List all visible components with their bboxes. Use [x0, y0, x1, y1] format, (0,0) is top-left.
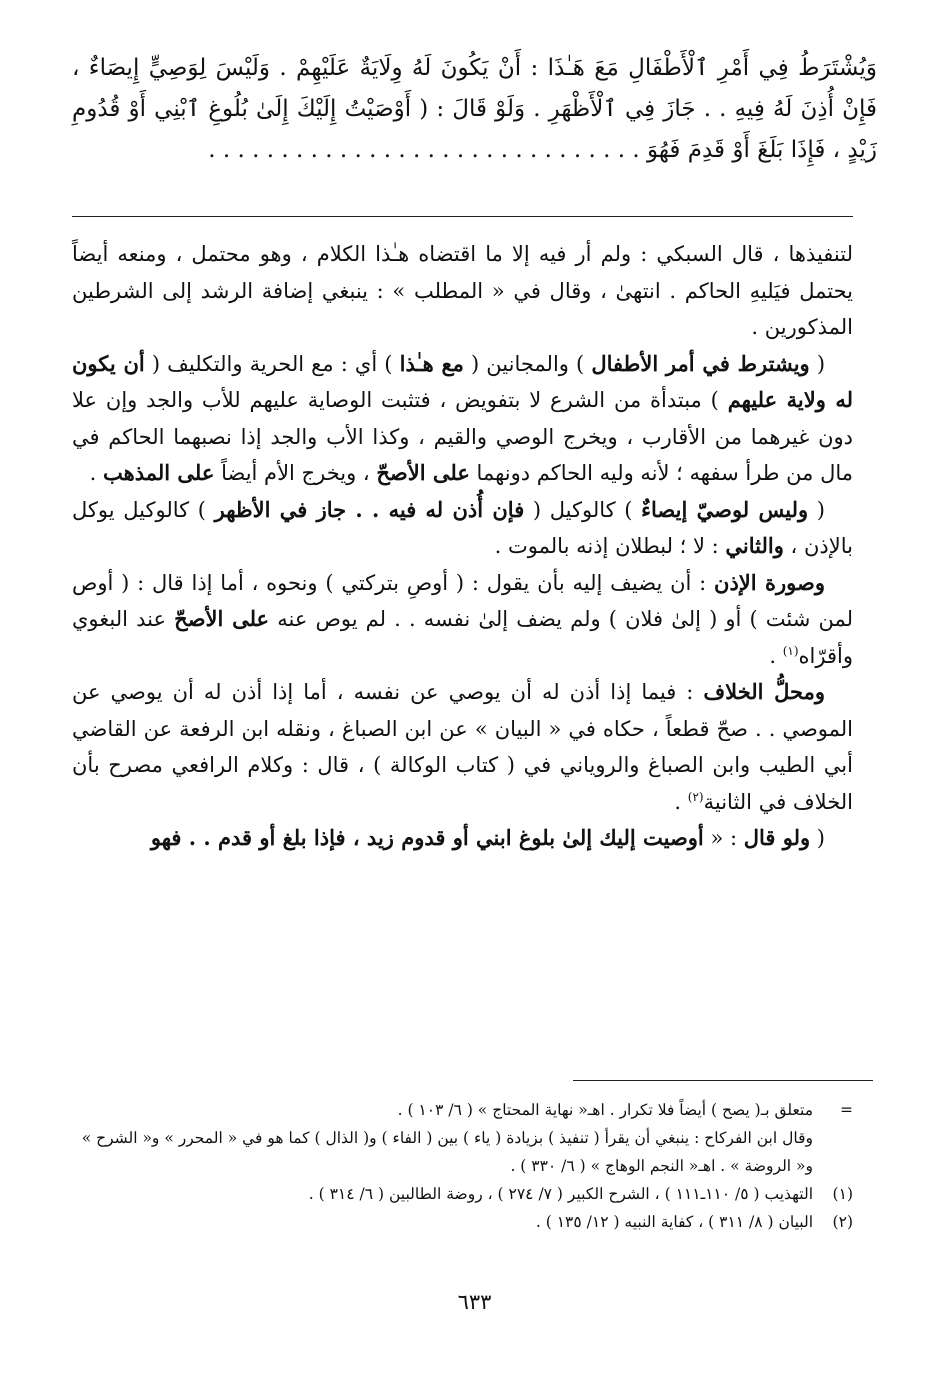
commentary-text: ) أي : مع الحرية والتكليف ( [144, 351, 400, 376]
emphasized-matn-quote: أن يكون له ولاية عليهم [72, 350, 853, 412]
commentary-text: : لا ؛ لبطلان إذنه بالموت . [494, 534, 726, 558]
footnote [72, 1180, 853, 1208]
commentary-paragraph-6 [72, 820, 853, 857]
commentary-text: . [89, 461, 104, 485]
commentary-text: ( [810, 826, 825, 850]
commentary-text: ) كالوكيل يوكل بالإذن ، [72, 497, 853, 558]
footnote-text: البيان ( ٨/ ٣١١ ) ، كفاية النبيه ( ١٢/ ١٣٥ ) . [535, 1213, 813, 1231]
commentary-paragraph-4 [72, 565, 853, 675]
commentary-paragraph-2 [72, 346, 853, 492]
emphasized-matn-quote: والثاني [725, 533, 784, 558]
commentary-paragraph-1: لتنفيذها ، قال السبكي : ولم أر فيه إلا ما اقتضاه هـٰذا الكلام ، وهو محتمل ، ومنعه أيضاً يحتمل فيَليهِ الحاكم . انتهىٰ ، وقال في « المطلب » : ينبغي إضافة الرشد إلى الشرطين المذكورين . [72, 242, 853, 339]
commentary-text: ) كالوكيل ( [524, 497, 642, 522]
emphasized-matn-quote: على المذهب [103, 460, 215, 485]
emphasized-matn-quote: ومحلُّ الخلاف [703, 679, 825, 704]
commentary-text: ، ويخرج الأم أيضاً [214, 461, 377, 485]
commentary-paragraph-5 [72, 674, 853, 820]
emphasized-matn-quote: على الأصحّ [174, 606, 270, 631]
commentary-text: . [674, 789, 688, 814]
footnote-ref: (١) [782, 643, 799, 658]
matn-paragraph: وَيُشْتَرَطُ فِي أَمْرِ ٱلْأَطْفَالِ مَعَ هَـٰذَا : أَنْ يَكُونَ لَهُ وِلَايَةٌ عَلَيْهِمْ . وَلَيْسَ لِوَصِيٍّ إِيصَاءٌ ، فَإِنْ أُذِنَ لَهُ فِيهِ . . جَازَ فِي ٱلْأَظْهَرِ . وَلَوْ قَالَ : ( أَوْصَيْتُ إِلَيْكَ إِلَىٰ بُلُوغِ ٱبْنِي أَوْ قُدُومِ زَيْدٍ ، فَإِذَا بَلَغَ أَوْ قَدِمَ فَهُوَ . . . . . . . . . . . . . . . . . . . . . . . . . . . . . . [72, 55, 877, 163]
commentary-text: . [769, 643, 783, 668]
commentary-text: : أن يضيف إليه بأن يقول : ( أوصِ بتركتي ) ونحوه ، أما إذا قال : ( أوص لمن شئت ) أو ( إلىٰ فلان ) ولم يضف إلىٰ نفسه . . لم يوص عنه [72, 570, 854, 631]
commentary-text: ) مبتدأة من الشرع لا بتفويض ، فتثبت الوصاية عليهم للأب والجد وإن علا دون غيرهما من الأقارب ، ويخرج الوصي والقيم ، وكذا الأب والجد إذا نصبهما الحاكم في مال من طرأ سفهه ؛ لأنه وليه الحاكم دونهما [72, 388, 853, 485]
emphasized-matn-quote: على الأصحّ [376, 460, 470, 485]
emphasized-matn-quote: ولو قال [743, 825, 811, 850]
emphasized-matn-quote: ويشترط في أمر الأطفال [591, 350, 810, 376]
footnote-separator-rule [573, 1080, 873, 1081]
commentary-text: ( [809, 351, 826, 376]
emphasized-matn-quote: أوصيت إليك إلىٰ بلوغ ابني أو قدوم زيد ، فإذا بلغ أو قدم . . فهو [150, 825, 704, 850]
matn-text-block [72, 48, 877, 171]
footnote-ref: (٢) [687, 789, 704, 804]
commentary-text: ( [808, 497, 825, 522]
emphasized-matn-quote: فإن أُذن له فيه . . جاز في الأظهر [214, 496, 525, 522]
commentary-text: : فيما إذا أذن له أن يوصي عن نفسه ، أما إذا أذن له أن يوصي عن الموصي . . صحّ قطعاً ، حكاه في « البيان » عن ابن الصباغ ، ونقله ابن الرفعة عن القاضي أبي الطيب وابن الصباغ والروياني في ( كتاب الوكالة ) ، قال : وكلام الرافعي مصرح بأن الخلاف في الثانية [72, 680, 853, 814]
emphasized-matn-quote: مع هـٰذا [399, 350, 464, 376]
page-number: ٦٣٣ [457, 1290, 492, 1314]
commentary-block [72, 236, 853, 857]
footnote-number: = [840, 1101, 853, 1119]
footnote [72, 1096, 853, 1124]
footnote-text: متعلق بـ( يصح ) أيضاً فلا تكرار . اهـ« نهاية المحتاج » ( ٦/ ١٠٣ ) . [397, 1101, 813, 1119]
commentary-text: : « [703, 826, 744, 850]
commentary-paragraph-3 [72, 492, 853, 565]
footnote-number: (١) [832, 1185, 853, 1203]
footnote [72, 1124, 853, 1180]
emphasized-matn-quote: وليس لوصيّ إيصاءٌ [641, 496, 809, 522]
footnotes-block [72, 1096, 853, 1236]
footnote-text: وقال ابن الفركاح : ينبغي أن يقرأ ( تنفيذ ) بزيادة ( ياء ) بين ( الفاء ) و( الذال ) كما هو في « المحرر » و« الشرح » و« الروضة » . اهـ« النجم الوهاج » ( ٦/ ٣٣٠ ) . [81, 1129, 813, 1175]
footnote-number: (٢) [832, 1213, 853, 1231]
matn-separator-rule [72, 216, 853, 217]
commentary-text: عند البغوي وأقرّاه [72, 607, 853, 668]
footnote [72, 1208, 853, 1236]
emphasized-matn-quote: وصورة الإذن [714, 569, 825, 595]
commentary-text: ) والمجانين ( [463, 351, 592, 376]
footnote-text: التهذيب ( ٥/ ١١٠ـ١١١ ) ، الشرح الكبير ( ٧/ ٢٧٤ ) ، روضة الطالبين ( ٦/ ٣١٤ ) . [308, 1185, 813, 1203]
